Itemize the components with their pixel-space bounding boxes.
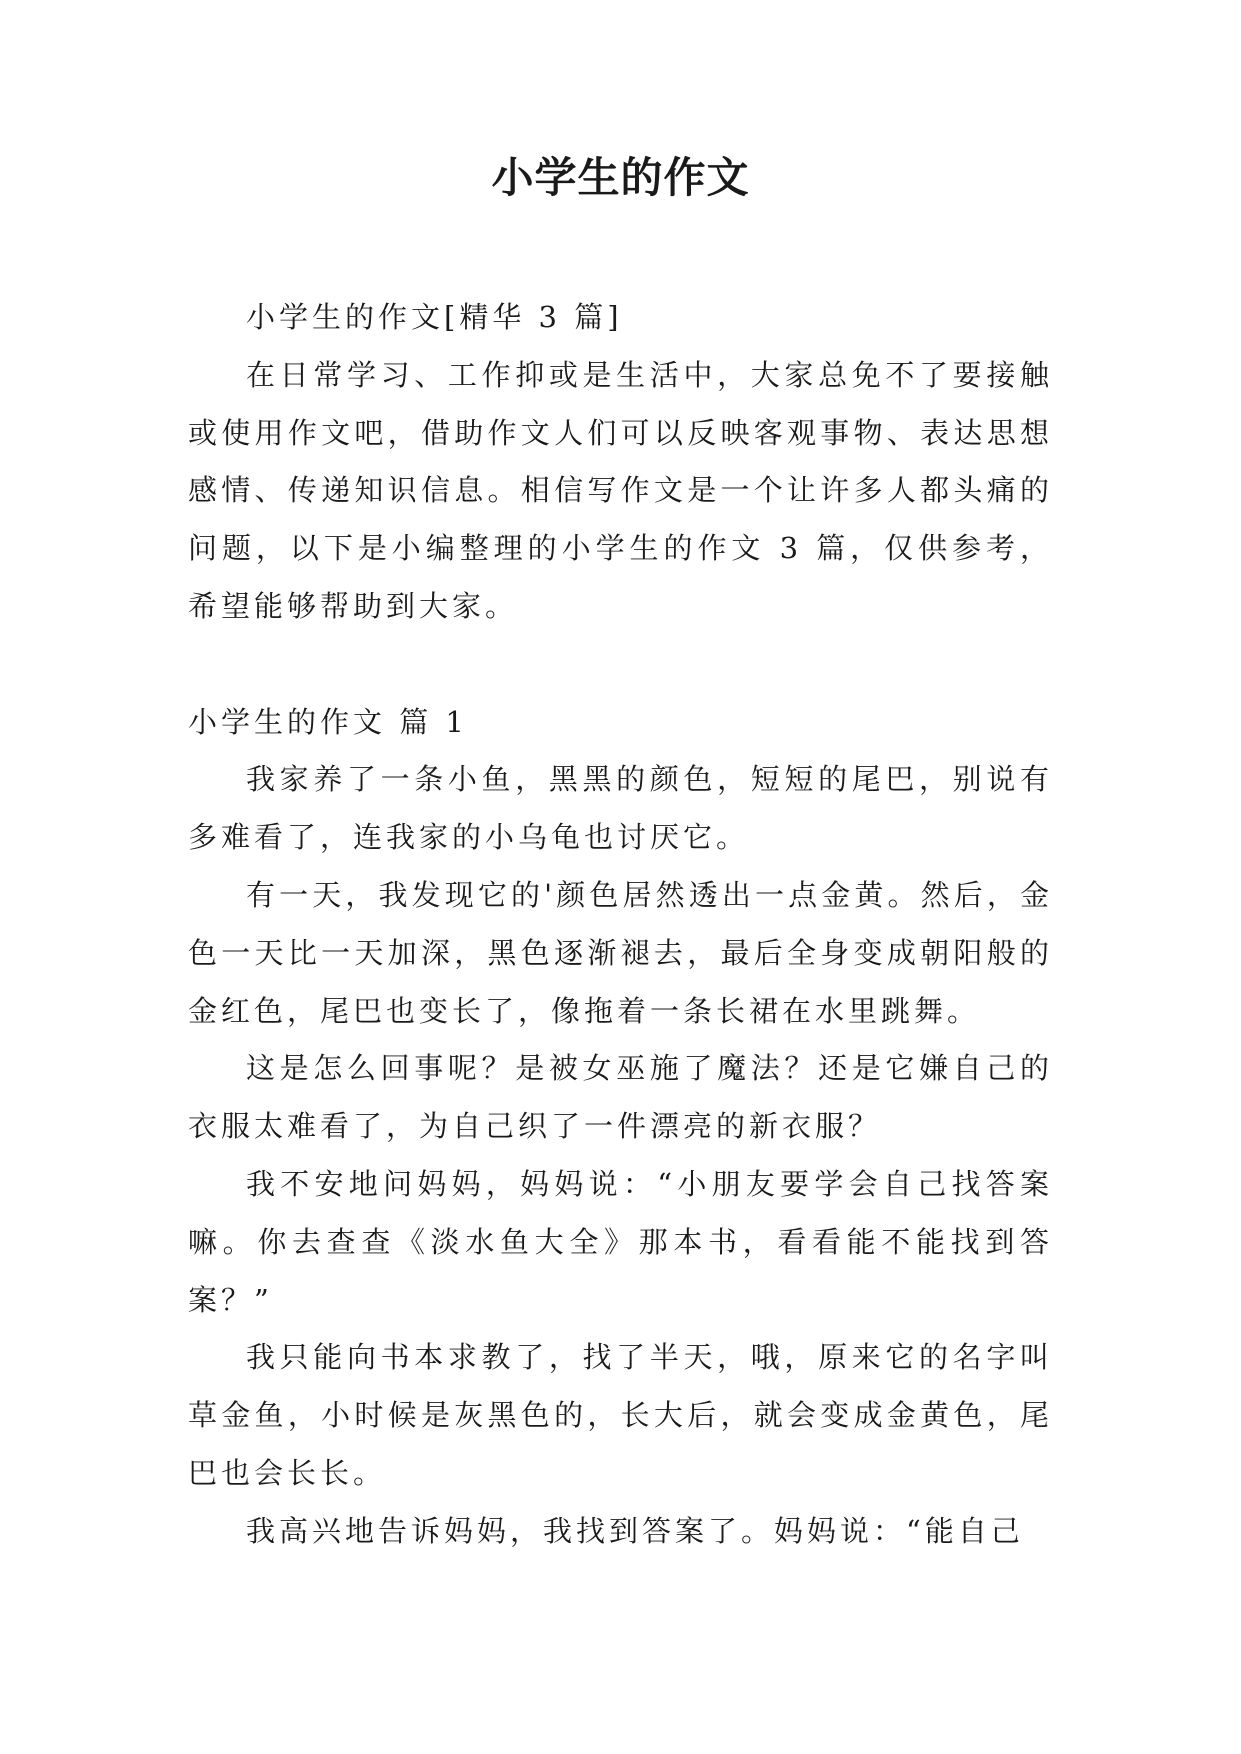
body-paragraph: 有一天，我发现它的'颜色居然透出一点金黄。然后，金色一天比一天加深，黑色逐渐褪去，最后全身变成朝阳般的金红色，尾巴也变长了，像拖着一条长裙在水里跳舞。	[188, 877, 1053, 1028]
section-heading: 小学生的作文 篇 1	[188, 704, 468, 739]
document-body	[188, 289, 1053, 1561]
body-paragraph: 我家养了一条小鱼，黑黑的颜色，短短的尾巴，别说有多难看了，连我家的小乌龟也讨厌它。	[188, 762, 1053, 855]
body-paragraph: 我高兴地告诉妈妈，我找到答案了。妈妈说：“能自己	[246, 1513, 1024, 1548]
intro-paragraph: 在日常学习、工作抑或是生活中，大家总免不了要接触或使用作文吧，借助作文人们可以反映客观事物、表达思想感情、传递知识信息。相信写作文是一个让许多人都头痛的问题，以下是小编整理的小学生的作文 3 篇，仅供参考，希望能够帮助到大家。	[188, 357, 1053, 623]
body-paragraph: 我不安地问妈妈，妈妈说：“小朋友要学会自己找答案嘛。你去查查《淡水鱼大全》那本书，看看能不能找到答案？”	[188, 1166, 1053, 1317]
document-subtitle: 小学生的作文[精华 3 篇]	[246, 300, 623, 334]
document-title: 小学生的作文	[491, 153, 750, 202]
body-paragraph: 这是怎么回事呢？是被女巫施了魔法？还是它嫌自己的衣服太难看了，为自己织了一件漂亮的新衣服？	[188, 1051, 1053, 1144]
body-paragraph: 我只能向书本求教了，找了半天，哦，原来它的名字叫草金鱼，小时候是灰黑色的，长大后，就会变成金黄色，尾巴也会长长。	[188, 1340, 1053, 1490]
